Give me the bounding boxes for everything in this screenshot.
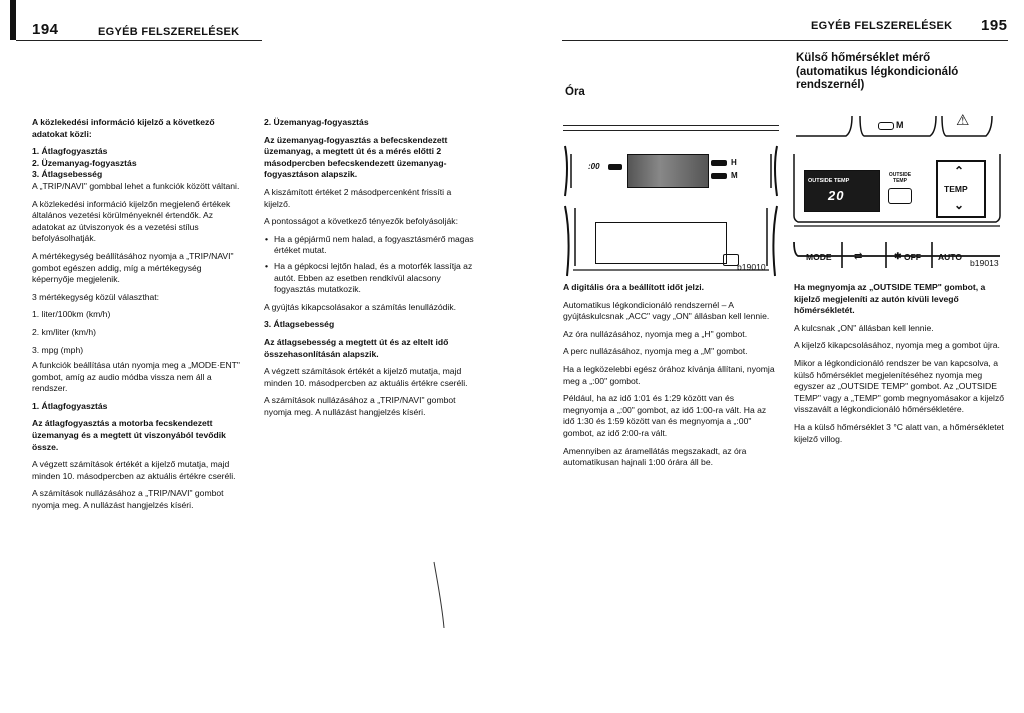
list-item: 3. mpg (mph) — [32, 344, 84, 355]
column-2 — [264, 117, 476, 424]
paragraph: Amennyiben az áramellátás megszakadt, az óra automatikusan hajnali 1:00 órára áll be. — [563, 445, 747, 468]
list-item: • Ha a gépjármű nem halad, a fogyasztásmérő magas értéket mutat. — [274, 234, 476, 257]
fan-up-icon: ⌃ — [954, 164, 965, 178]
clock-figure — [563, 110, 779, 280]
paragraph: Az átlagsebesség a megtett út és az eltelt idő összehasonlításán alapszik. — [264, 336, 449, 359]
off-button[interactable]: OFF — [904, 252, 921, 262]
bullet-list — [264, 234, 476, 296]
outside-temp-button-cap[interactable] — [888, 188, 912, 204]
clock-lower-panel — [595, 222, 727, 264]
paragraph: Automatikus légkondicionáló rendszernél – A gyújtáskulcsnak „ACC" vagy „ON" állásban kell lennie. — [563, 299, 770, 322]
paragraph: A végzett számítások értékét a kijelző mutatja, majd minden 10. másodpercben az aktuális értékre cseréli. — [32, 459, 236, 481]
recirculation-icon[interactable]: ⇄ — [854, 251, 863, 262]
paragraph: A perc nullázásához, nyomja meg a „M" gombot. — [563, 346, 748, 357]
list-item: 2. Üzemanyag-fogyasztás — [32, 157, 137, 168]
list-item: 2. km/liter (km/h) — [32, 326, 96, 337]
paragraph: A közlekedési információ kijelzőn megjelenő értékek általános vezetési körülményeknél értendők. Az adatokat az útviszonyok és a vezetési stílus befolyásolhatják. — [32, 198, 231, 244]
paragraph: A kulcsnak „ON" állásban kell lennie. — [794, 322, 934, 333]
scan-mark — [430, 560, 450, 630]
minute-button[interactable] — [711, 173, 727, 179]
fan-icon: ✱ — [894, 251, 902, 261]
minute-button-label: M — [731, 171, 738, 180]
paragraph: Mikor a légkondicionáló rendszer be van kapcsolva, a külső hőmérséklet megjelenítéséhez nyomja meg egyszer az „OUTSIDE TEMP" gombot. Az „OUTSIDE TEMP" vagy a „TEMP" gomb megnyomásakor a kijelző visszavált a légkondicionáló hőmérsékletére. — [794, 357, 1005, 415]
column-4 — [794, 282, 1006, 451]
mode-button[interactable]: MODE — [806, 252, 832, 262]
paragraph: A „TRIP/NAVI" gombbal lehet a funkciók között váltani. — [32, 180, 240, 191]
right-header-title: EGYÉB FELSZERELÉSEK — [811, 20, 953, 32]
hour-button-label: H — [731, 158, 737, 167]
outside-temp-display-label: OUTSIDE TEMP — [808, 178, 850, 184]
rear-defrost-button[interactable] — [878, 122, 894, 130]
temp-button-label: TEMP — [944, 184, 968, 194]
clock-display — [627, 154, 709, 188]
list-item: 1. liter/100km (km/h) — [32, 309, 111, 320]
right-header-rule — [562, 40, 1008, 41]
left-header-rule — [16, 40, 262, 41]
list-item: • Ha a gépkocsi lejtőn halad, és a motorfék lassítja az autót. Ebben az esetben rendkívül alacsony fogyasztás mutatkozik. — [274, 261, 476, 296]
paragraph: Ha megnyomja az „OUTSIDE TEMP" gombot, a kijelző megjeleníti az autón kívüli levegő hőmérsékletét. — [794, 282, 986, 316]
column-1 — [32, 117, 244, 518]
outside-temp-value: 20 — [828, 188, 845, 203]
paragraph: A pontosságot a következő tényezők befolyásolják: — [264, 216, 458, 227]
page-header-left — [10, 0, 510, 40]
left-header-title: EGYÉB FELSZERELÉSEK — [98, 26, 240, 38]
auto-button[interactable]: AUTO — [938, 252, 962, 262]
clock-section-title: Óra — [565, 86, 585, 98]
subheading: 1. Átlagfogyasztás — [32, 400, 108, 411]
temp-button[interactable] — [936, 160, 986, 218]
paragraph: A kijelző kikapcsolásához, nyomja meg a gombot újra. — [794, 340, 1000, 351]
figure-rule — [563, 130, 779, 131]
outside-temp-button-label: OUTSIDE TEMP — [888, 172, 912, 184]
list-item: 3. Átlagsebesség — [32, 169, 103, 180]
paragraph: Az óra nullázásához, nyomja meg a „H" gombot. — [563, 328, 748, 339]
paragraph: A számítások nullázásához a „TRIP/NAVI" gombot nyomja meg. A nullázást hangjelzés kíséri. — [264, 395, 456, 417]
temp-section-title: Külső hőmérséklet mérő (automatikus légkondicionáló rendszernél) — [796, 52, 959, 91]
paragraph: Az átlagfogyasztás a motorba fecskendezett üzemanyag és a megtett út viszonyából tevődik össze. — [32, 418, 226, 452]
paragraph: Például, ha az idő 1:01 és 1:29 között van és megnyomja a „:00" gombot, az idő 1:00-ra vált. Ha az idő 1:30 és 1:59 között van és megnyomja a „:00" gombot, az idő 2:00-ra vált. — [563, 393, 767, 438]
paragraph: A gyújtás kikapcsolásakor a számítás lenullázódik. — [264, 301, 457, 312]
figure-code: b19010 — [737, 262, 766, 272]
column-3 — [563, 282, 779, 475]
figure-rule — [563, 125, 779, 126]
paragraph: A közlekedési információ kijelző a következő adatokat közli: — [32, 117, 215, 139]
warning-triangle-icon[interactable]: ⚠ — [956, 112, 970, 129]
paragraph: A végzett számítások értékét a kijelző mutatja, majd minden 10. másodpercben az aktuális értékre cseréli. — [264, 366, 468, 388]
paragraph: A mértékegység beállításához nyomja a „TRIP/NAVI" gombot egészen addig, míg a mértékegység képernyője megjelenik. — [32, 250, 234, 285]
left-page-number: 194 — [32, 21, 59, 38]
right-page-number: 195 — [981, 17, 1008, 34]
paragraph: A számítások nullázásához a „TRIP/NAVI" gombot nyomja meg. A nullázást hangjelzés kíséri. — [32, 488, 224, 511]
hour-button[interactable] — [711, 160, 727, 166]
fan-down-icon: ⌄ — [954, 198, 965, 212]
page-edge-bar — [10, 0, 16, 40]
paragraph: Ha a külső hőmérséklet 3 °C alatt van, a hőmérsékletet kijelző villog. — [794, 421, 1004, 444]
paragraph: Az üzemanyag-fogyasztás a befecskendezett üzemanyag, a megtett út és a mérés előtti 2 másodpercben befecskendezett üzemanyag-fogyasztáson alapszik. — [264, 134, 448, 180]
clock-reset-button[interactable] — [608, 164, 622, 170]
paragraph: 3 mértékegység közül választhat: — [32, 291, 160, 302]
figure-caption: A digitális óra a beállított időt jelzi. — [563, 282, 705, 292]
outside-temp-button[interactable] — [882, 172, 918, 208]
subheading: 3. Átlagsebesség — [264, 319, 335, 330]
paragraph: A funkciók beállítása után nyomja meg a „MODE·ENT" gombot, amíg az audio módba vissza nem áll a rendszer. — [32, 360, 240, 394]
paragraph: A kiszámított értéket 2 másodpercenként frissíti a kijelző. — [264, 186, 452, 209]
subheading: 2. Üzemanyag-fogyasztás — [264, 117, 369, 127]
paragraph: Ha a legközelebbi egész órához kívánja állítani, nyomja meg a „:00" gombot. — [563, 363, 775, 386]
list-item: 1. Átlagfogyasztás — [32, 146, 108, 157]
climate-panel-figure — [790, 108, 1010, 278]
figure-code: b19013 — [970, 258, 999, 268]
clock-reset-button-label[interactable]: :00 — [588, 162, 600, 171]
top-m-label: M — [896, 120, 904, 130]
